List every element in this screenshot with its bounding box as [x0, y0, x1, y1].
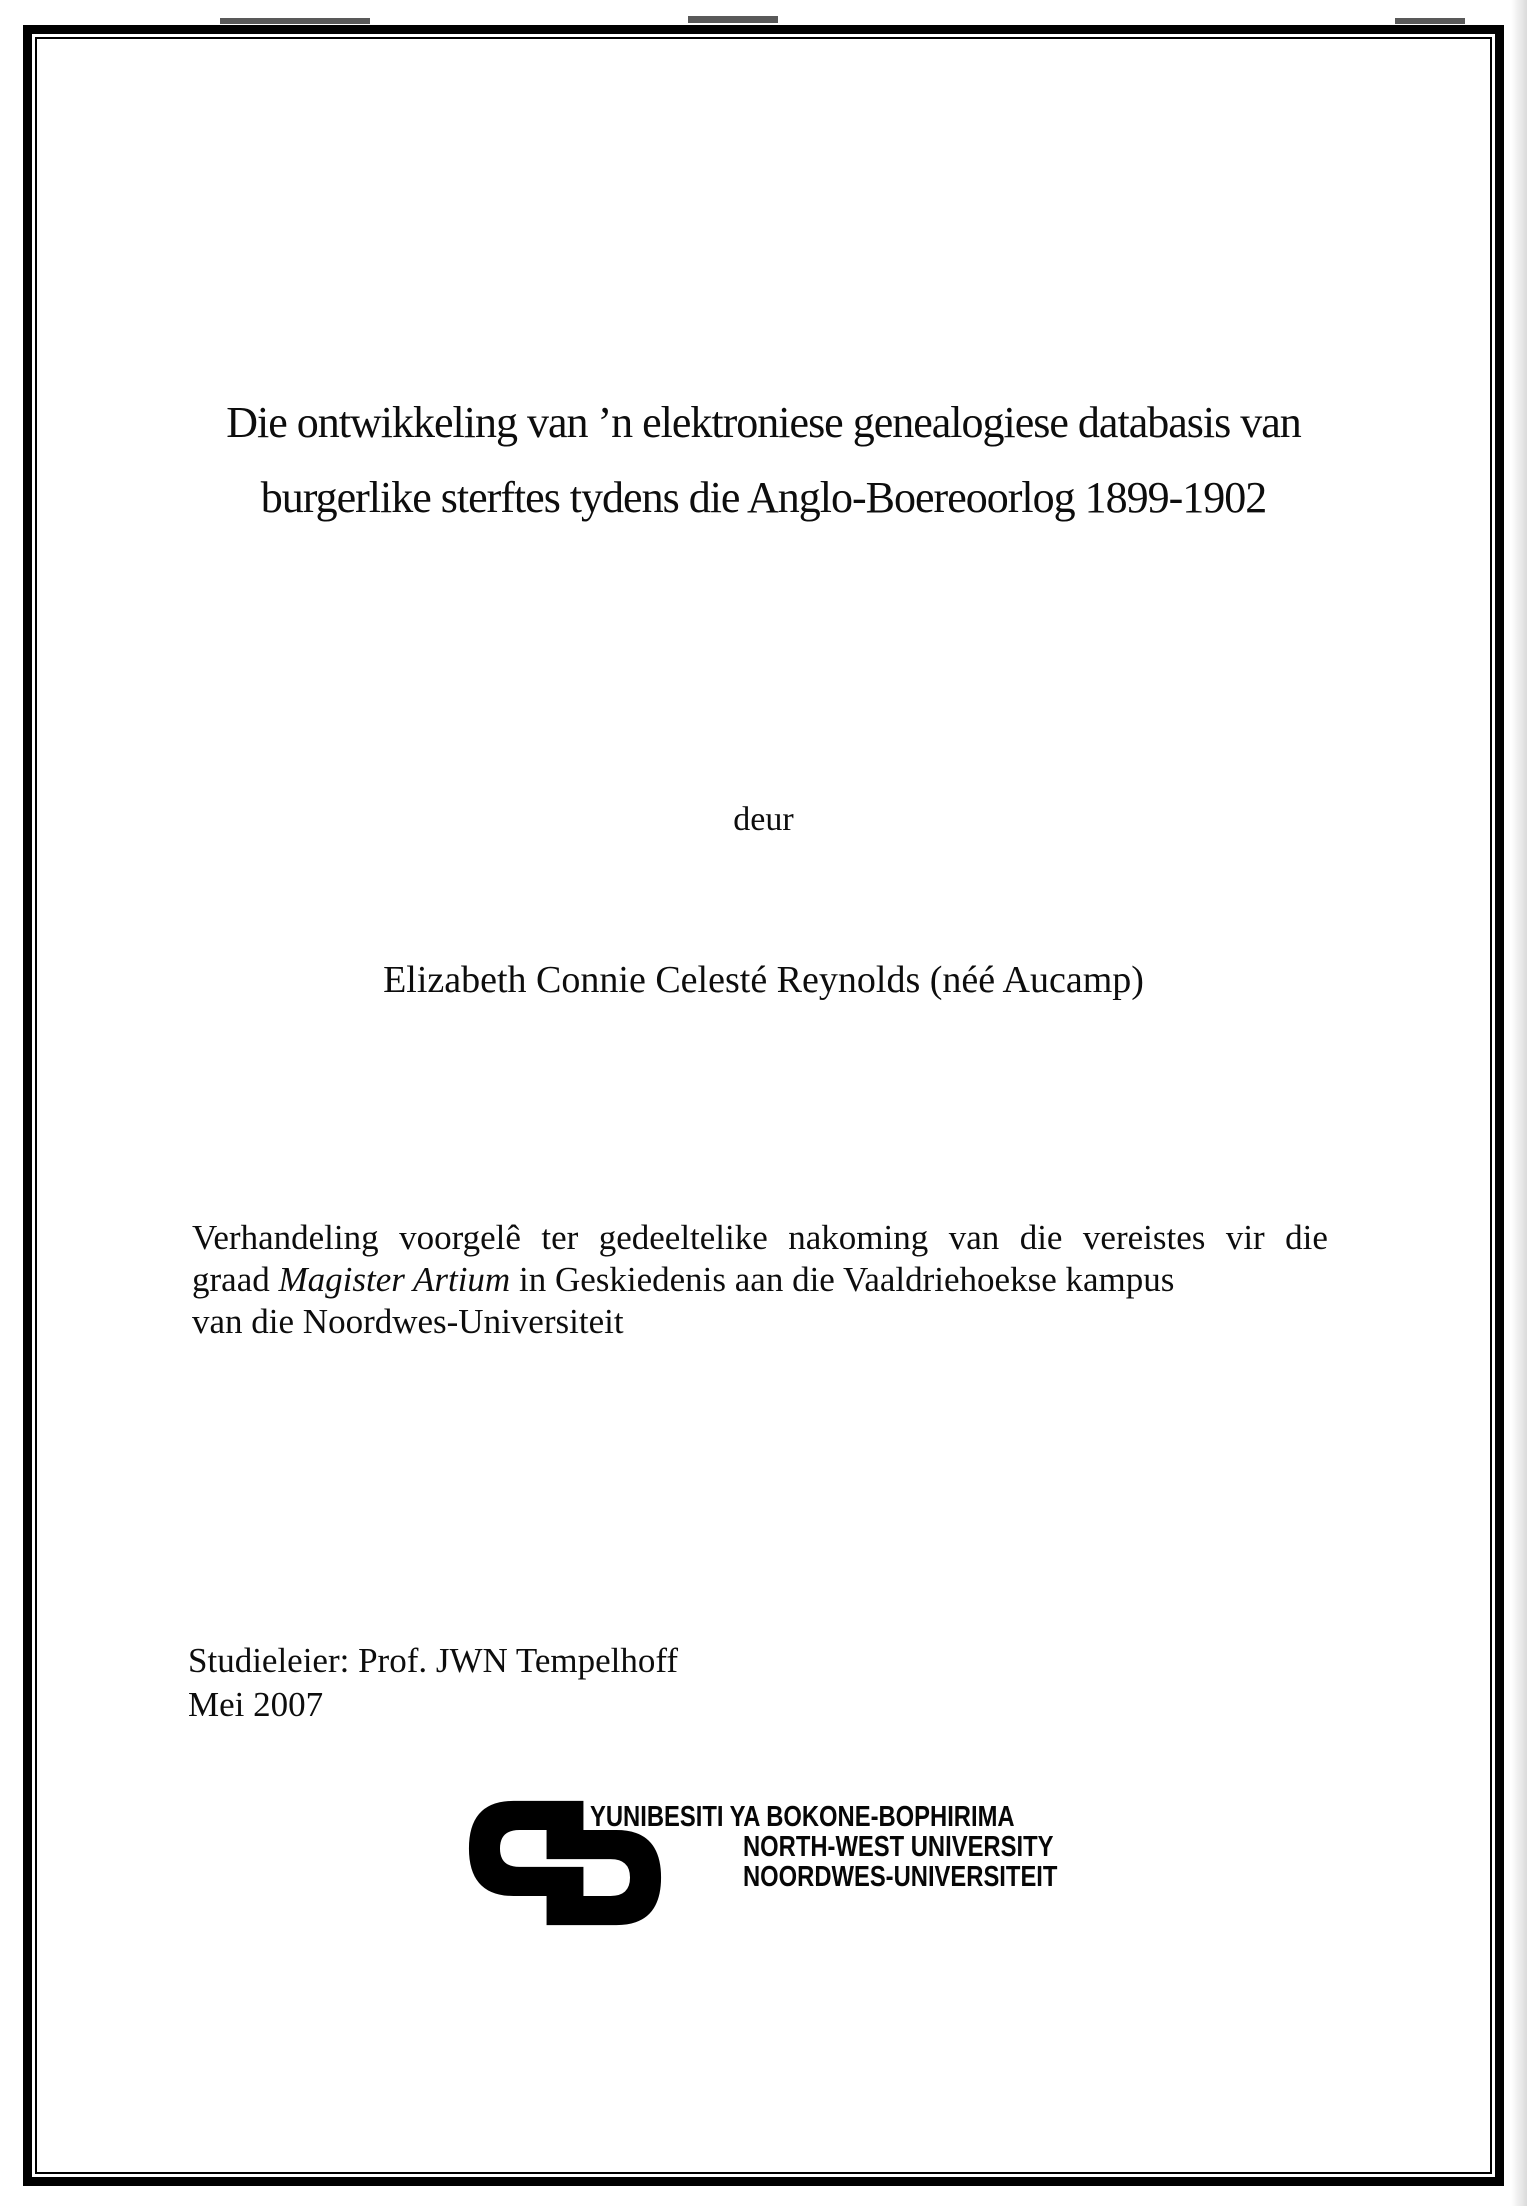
date-line: Mei 2007 [188, 1685, 324, 1724]
scan-artifact [220, 18, 370, 24]
logo-text-line-1: YUNIBESITI YA BOKONE-BOPHIRIMA [590, 1801, 1015, 1833]
university-logo-text [590, 1802, 1126, 1892]
degree-name-italic: Magister Artium [278, 1260, 511, 1299]
scan-artifact [1395, 18, 1465, 24]
author-name: Elizabeth Connie Celesté Reynolds (néé Aucamp) [383, 959, 1144, 1001]
statement-line-3: van die Noordwes-Universiteit [192, 1302, 624, 1341]
statement-line-1: Verhandeling voorgelê ter gedeeltelike nakoming van die vereistes vir die [192, 1218, 1328, 1257]
statement-line-2-prefix: graad [192, 1260, 279, 1299]
scan-artifact [688, 16, 778, 23]
scan-edge-shadow [1511, 0, 1527, 2206]
statement-line-2 [192, 1259, 1328, 1301]
logo-text-line-3: NOORDWES-UNIVERSITEIT [743, 1861, 1058, 1893]
thesis-statement [192, 1217, 1328, 1343]
logo-text-line-2: NORTH-WEST UNIVERSITY [743, 1831, 1054, 1863]
title-line-2: burgerlike sterftes tydens die Anglo-Boereoorlog 1899-1902 [260, 473, 1267, 522]
byline-preposition: deur [733, 801, 794, 838]
statement-line-2-suffix: in Geskiedenis aan die Vaaldriehoekse kampus [510, 1260, 1175, 1299]
supervisor-block [188, 1639, 678, 1727]
supervisor-line: Studieleier: Prof. JWN Tempelhoff [188, 1641, 679, 1680]
thesis-title [0, 385, 1527, 535]
title-line-1: Die ontwikkeling van ’n elektroniese genealogiese databasis van [226, 398, 1301, 447]
